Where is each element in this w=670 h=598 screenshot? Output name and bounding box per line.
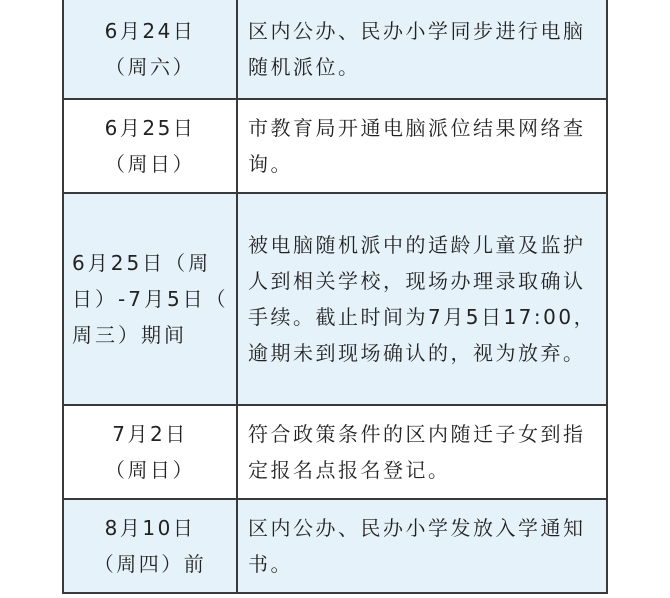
schedule-description: 区内公办、民办小学发放入学通知书。 <box>248 516 586 576</box>
schedule-row <box>63 99 607 193</box>
schedule-description-cell <box>237 499 607 593</box>
schedule-weekday-line: （周四）前 <box>93 552 207 576</box>
schedule-date-cell <box>63 0 237 99</box>
schedule-date-line: 6月24日 <box>104 18 196 43</box>
schedule-weekday-line: （周日） <box>105 458 195 482</box>
schedule-date-cell <box>63 405 237 499</box>
schedule-description: 区内公办、民办小学同步进行电脑随机派位。 <box>248 18 586 79</box>
enrollment-schedule-table <box>62 0 608 594</box>
schedule-row <box>63 0 607 99</box>
schedule-weekday-line: （周日） <box>105 152 195 176</box>
schedule-date-cell <box>63 99 237 193</box>
schedule-description-cell <box>237 193 607 405</box>
schedule-description: 被电脑随机派中的适龄儿童及监护人到相关学校，现场办理录取确认手续。截止时间为7月5日17:00，逾期未到现场确认的，视为放弃。 <box>248 233 597 365</box>
schedule-row <box>63 499 607 593</box>
schedule-date-line: 周三）期间 <box>72 323 187 347</box>
schedule-date-line: 7月2日 <box>112 422 188 446</box>
schedule-description-cell <box>237 405 607 499</box>
schedule-description: 市教育局开通电脑派位结果网络查询。 <box>248 116 586 176</box>
schedule-weekday-line: （周六） <box>105 54 195 79</box>
schedule-row <box>63 193 607 405</box>
schedule-description-cell <box>237 99 607 193</box>
schedule-date-line: 6月25日（周 <box>72 251 212 275</box>
schedule-description: 符合政策条件的区内随迁子女到指定报名点报名登记。 <box>248 422 586 482</box>
schedule-date-line: 6月25日 <box>104 116 196 140</box>
schedule-description-cell <box>237 0 607 99</box>
schedule-date-cell <box>63 499 237 593</box>
schedule-date-line: 日）-7月5日（ <box>72 287 229 311</box>
schedule-row <box>63 405 607 499</box>
schedule-date-line: 8月10日 <box>104 516 196 540</box>
schedule-date-cell <box>63 193 237 405</box>
